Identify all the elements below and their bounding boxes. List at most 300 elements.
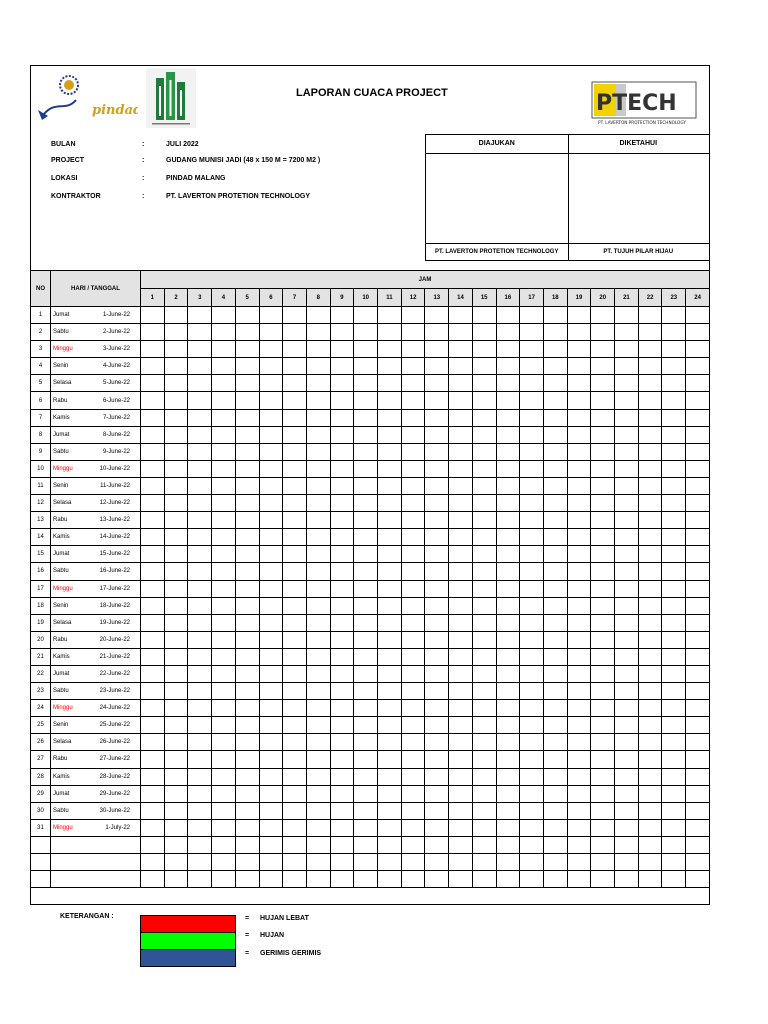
hour-cell[interactable] — [235, 802, 259, 819]
hour-cell[interactable] — [496, 546, 520, 563]
hour-cell[interactable] — [164, 751, 188, 768]
hour-cell[interactable] — [543, 614, 567, 631]
hour-cell[interactable] — [638, 426, 662, 443]
hour-cell[interactable] — [378, 460, 402, 477]
hour-cell[interactable] — [686, 871, 710, 888]
hour-cell[interactable] — [330, 409, 354, 426]
hour-cell[interactable] — [164, 443, 188, 460]
hour-cell[interactable] — [496, 324, 520, 341]
hour-cell[interactable] — [378, 665, 402, 682]
hour-cell[interactable] — [235, 734, 259, 751]
hour-cell[interactable] — [638, 477, 662, 494]
hour-cell[interactable] — [520, 819, 544, 836]
hour-cell[interactable] — [615, 648, 639, 665]
hour-cell[interactable] — [543, 495, 567, 512]
hour-cell[interactable] — [188, 460, 212, 477]
hour-cell[interactable] — [235, 597, 259, 614]
hour-cell[interactable] — [188, 409, 212, 426]
hour-cell[interactable] — [330, 802, 354, 819]
hour-cell[interactable] — [591, 768, 615, 785]
hour-cell[interactable] — [306, 768, 330, 785]
hour-cell[interactable] — [591, 597, 615, 614]
hour-cell[interactable] — [567, 324, 591, 341]
hour-cell[interactable] — [212, 871, 236, 888]
hour-cell[interactable] — [496, 819, 520, 836]
hour-cell[interactable] — [188, 443, 212, 460]
hour-cell[interactable] — [330, 631, 354, 648]
hour-cell[interactable] — [259, 512, 283, 529]
hour-cell[interactable] — [401, 495, 425, 512]
hour-cell[interactable] — [520, 683, 544, 700]
hour-cell[interactable] — [567, 375, 591, 392]
hour-cell[interactable] — [330, 597, 354, 614]
hour-cell[interactable] — [141, 512, 165, 529]
hour-cell[interactable] — [496, 700, 520, 717]
hour-cell[interactable] — [354, 597, 378, 614]
hour-cell[interactable] — [472, 819, 496, 836]
hour-cell[interactable] — [259, 854, 283, 871]
hour-cell[interactable] — [259, 409, 283, 426]
hour-cell[interactable] — [543, 409, 567, 426]
hour-cell[interactable] — [354, 854, 378, 871]
hour-cell[interactable] — [164, 358, 188, 375]
hour-cell[interactable] — [141, 683, 165, 700]
hour-cell[interactable] — [638, 717, 662, 734]
hour-cell[interactable] — [472, 734, 496, 751]
hour-cell[interactable] — [354, 751, 378, 768]
hour-cell[interactable] — [615, 546, 639, 563]
hour-cell[interactable] — [330, 614, 354, 631]
hour-cell[interactable] — [212, 409, 236, 426]
hour-cell[interactable] — [401, 358, 425, 375]
hour-cell[interactable] — [638, 597, 662, 614]
hour-cell[interactable] — [472, 477, 496, 494]
hour-cell[interactable] — [306, 717, 330, 734]
hour-cell[interactable] — [235, 871, 259, 888]
hour-cell[interactable] — [472, 665, 496, 682]
hour-cell[interactable] — [188, 836, 212, 853]
hour-cell[interactable] — [591, 341, 615, 358]
hour-cell[interactable] — [543, 802, 567, 819]
hour-cell[interactable] — [212, 375, 236, 392]
hour-cell[interactable] — [188, 648, 212, 665]
hour-cell[interactable] — [283, 307, 307, 324]
hour-cell[interactable] — [543, 563, 567, 580]
hour-cell[interactable] — [686, 802, 710, 819]
hour-cell[interactable] — [401, 392, 425, 409]
hour-cell[interactable] — [164, 375, 188, 392]
hour-cell[interactable] — [615, 443, 639, 460]
hour-cell[interactable] — [330, 819, 354, 836]
hour-cell[interactable] — [567, 443, 591, 460]
hour-cell[interactable] — [235, 717, 259, 734]
hour-cell[interactable] — [378, 477, 402, 494]
hour-cell[interactable] — [496, 665, 520, 682]
hour-cell[interactable] — [591, 665, 615, 682]
hour-cell[interactable] — [425, 597, 449, 614]
hour-cell[interactable] — [212, 785, 236, 802]
hour-cell[interactable] — [378, 341, 402, 358]
hour-cell[interactable] — [425, 614, 449, 631]
hour-cell[interactable] — [615, 477, 639, 494]
hour-cell[interactable] — [212, 392, 236, 409]
hour-cell[interactable] — [496, 768, 520, 785]
hour-cell[interactable] — [472, 785, 496, 802]
hour-cell[interactable] — [615, 871, 639, 888]
hour-cell[interactable] — [496, 597, 520, 614]
hour-cell[interactable] — [662, 768, 686, 785]
hour-cell[interactable] — [686, 392, 710, 409]
hour-cell[interactable] — [686, 665, 710, 682]
hour-cell[interactable] — [141, 341, 165, 358]
hour-cell[interactable] — [188, 580, 212, 597]
hour-cell[interactable] — [425, 854, 449, 871]
hour-cell[interactable] — [567, 614, 591, 631]
hour-cell[interactable] — [543, 785, 567, 802]
hour-cell[interactable] — [164, 477, 188, 494]
hour-cell[interactable] — [520, 700, 544, 717]
hour-cell[interactable] — [330, 717, 354, 734]
hour-cell[interactable] — [330, 546, 354, 563]
hour-cell[interactable] — [662, 307, 686, 324]
hour-cell[interactable] — [188, 477, 212, 494]
hour-cell[interactable] — [164, 426, 188, 443]
hour-cell[interactable] — [378, 375, 402, 392]
hour-cell[interactable] — [567, 836, 591, 853]
hour-cell[interactable] — [472, 341, 496, 358]
hour-cell[interactable] — [164, 631, 188, 648]
hour-cell[interactable] — [401, 700, 425, 717]
hour-cell[interactable] — [401, 734, 425, 751]
hour-cell[interactable] — [401, 751, 425, 768]
hour-cell[interactable] — [615, 563, 639, 580]
hour-cell[interactable] — [496, 631, 520, 648]
hour-cell[interactable] — [615, 307, 639, 324]
hour-cell[interactable] — [188, 785, 212, 802]
hour-cell[interactable] — [615, 580, 639, 597]
hour-cell[interactable] — [235, 785, 259, 802]
hour-cell[interactable] — [591, 700, 615, 717]
hour-cell[interactable] — [496, 460, 520, 477]
hour-cell[interactable] — [330, 700, 354, 717]
hour-cell[interactable] — [330, 460, 354, 477]
hour-cell[interactable] — [283, 495, 307, 512]
hour-cell[interactable] — [354, 631, 378, 648]
hour-cell[interactable] — [543, 324, 567, 341]
hour-cell[interactable] — [662, 477, 686, 494]
hour-cell[interactable] — [472, 836, 496, 853]
hour-cell[interactable] — [164, 563, 188, 580]
hour-cell[interactable] — [567, 717, 591, 734]
hour-cell[interactable] — [638, 495, 662, 512]
hour-cell[interactable] — [425, 341, 449, 358]
hour-cell[interactable] — [188, 854, 212, 871]
hour-cell[interactable] — [567, 495, 591, 512]
hour-cell[interactable] — [662, 717, 686, 734]
hour-cell[interactable] — [543, 460, 567, 477]
hour-cell[interactable] — [378, 836, 402, 853]
hour-cell[interactable] — [543, 631, 567, 648]
hour-cell[interactable] — [259, 341, 283, 358]
hour-cell[interactable] — [235, 495, 259, 512]
hour-cell[interactable] — [401, 324, 425, 341]
hour-cell[interactable] — [662, 546, 686, 563]
hour-cell[interactable] — [496, 426, 520, 443]
hour-cell[interactable] — [686, 477, 710, 494]
hour-cell[interactable] — [638, 700, 662, 717]
hour-cell[interactable] — [449, 307, 473, 324]
hour-cell[interactable] — [378, 443, 402, 460]
hour-cell[interactable] — [212, 631, 236, 648]
hour-cell[interactable] — [520, 546, 544, 563]
hour-cell[interactable] — [543, 529, 567, 546]
hour-cell[interactable] — [520, 307, 544, 324]
hour-cell[interactable] — [520, 768, 544, 785]
hour-cell[interactable] — [330, 563, 354, 580]
hour-cell[interactable] — [164, 717, 188, 734]
hour-cell[interactable] — [638, 648, 662, 665]
hour-cell[interactable] — [378, 717, 402, 734]
hour-cell[interactable] — [283, 665, 307, 682]
hour-cell[interactable] — [354, 717, 378, 734]
hour-cell[interactable] — [425, 871, 449, 888]
hour-cell[interactable] — [472, 648, 496, 665]
hour-cell[interactable] — [496, 375, 520, 392]
hour-cell[interactable] — [378, 700, 402, 717]
hour-cell[interactable] — [259, 307, 283, 324]
hour-cell[interactable] — [378, 324, 402, 341]
hour-cell[interactable] — [401, 563, 425, 580]
hour-cell[interactable] — [188, 358, 212, 375]
hour-cell[interactable] — [188, 375, 212, 392]
hour-cell[interactable] — [164, 324, 188, 341]
hour-cell[interactable] — [449, 324, 473, 341]
hour-cell[interactable] — [306, 529, 330, 546]
hour-cell[interactable] — [615, 717, 639, 734]
hour-cell[interactable] — [520, 358, 544, 375]
hour-cell[interactable] — [306, 580, 330, 597]
hour-cell[interactable] — [686, 614, 710, 631]
hour-cell[interactable] — [378, 631, 402, 648]
hour-cell[interactable] — [141, 836, 165, 853]
hour-cell[interactable] — [306, 854, 330, 871]
hour-cell[interactable] — [235, 358, 259, 375]
hour-cell[interactable] — [449, 734, 473, 751]
hour-cell[interactable] — [259, 460, 283, 477]
hour-cell[interactable] — [662, 802, 686, 819]
hour-cell[interactable] — [306, 358, 330, 375]
hour-cell[interactable] — [306, 495, 330, 512]
hour-cell[interactable] — [354, 375, 378, 392]
hour-cell[interactable] — [662, 495, 686, 512]
hour-cell[interactable] — [591, 854, 615, 871]
hour-cell[interactable] — [591, 614, 615, 631]
hour-cell[interactable] — [330, 495, 354, 512]
hour-cell[interactable] — [141, 700, 165, 717]
hour-cell[interactable] — [472, 529, 496, 546]
hour-cell[interactable] — [543, 734, 567, 751]
hour-cell[interactable] — [235, 443, 259, 460]
hour-cell[interactable] — [425, 426, 449, 443]
hour-cell[interactable] — [449, 443, 473, 460]
hour-cell[interactable] — [686, 768, 710, 785]
hour-cell[interactable] — [543, 580, 567, 597]
hour-cell[interactable] — [330, 854, 354, 871]
hour-cell[interactable] — [164, 734, 188, 751]
hour-cell[interactable] — [212, 358, 236, 375]
hour-cell[interactable] — [591, 683, 615, 700]
hour-cell[interactable] — [425, 324, 449, 341]
hour-cell[interactable] — [472, 512, 496, 529]
hour-cell[interactable] — [472, 631, 496, 648]
hour-cell[interactable] — [164, 409, 188, 426]
hour-cell[interactable] — [686, 307, 710, 324]
hour-cell[interactable] — [591, 546, 615, 563]
hour-cell[interactable] — [378, 751, 402, 768]
hour-cell[interactable] — [283, 426, 307, 443]
hour-cell[interactable] — [354, 563, 378, 580]
hour-cell[interactable] — [686, 426, 710, 443]
hour-cell[interactable] — [235, 614, 259, 631]
hour-cell[interactable] — [212, 614, 236, 631]
hour-cell[interactable] — [567, 854, 591, 871]
hour-cell[interactable] — [164, 341, 188, 358]
hour-cell[interactable] — [259, 665, 283, 682]
hour-cell[interactable] — [567, 477, 591, 494]
hour-cell[interactable] — [472, 717, 496, 734]
hour-cell[interactable] — [212, 717, 236, 734]
hour-cell[interactable] — [212, 477, 236, 494]
hour-cell[interactable] — [378, 358, 402, 375]
hour-cell[interactable] — [164, 512, 188, 529]
hour-cell[interactable] — [543, 546, 567, 563]
hour-cell[interactable] — [449, 563, 473, 580]
hour-cell[interactable] — [401, 580, 425, 597]
hour-cell[interactable] — [543, 836, 567, 853]
hour-cell[interactable] — [638, 358, 662, 375]
hour-cell[interactable] — [662, 392, 686, 409]
hour-cell[interactable] — [567, 307, 591, 324]
hour-cell[interactable] — [686, 563, 710, 580]
hour-cell[interactable] — [496, 802, 520, 819]
hour-cell[interactable] — [591, 563, 615, 580]
hour-cell[interactable] — [520, 563, 544, 580]
hour-cell[interactable] — [283, 683, 307, 700]
hour-cell[interactable] — [164, 546, 188, 563]
hour-cell[interactable] — [378, 597, 402, 614]
hour-cell[interactable] — [638, 563, 662, 580]
hour-cell[interactable] — [520, 631, 544, 648]
hour-cell[interactable] — [591, 717, 615, 734]
hour-cell[interactable] — [615, 375, 639, 392]
hour-cell[interactable] — [449, 819, 473, 836]
hour-cell[interactable] — [449, 683, 473, 700]
hour-cell[interactable] — [425, 631, 449, 648]
hour-cell[interactable] — [378, 409, 402, 426]
hour-cell[interactable] — [235, 477, 259, 494]
hour-cell[interactable] — [686, 460, 710, 477]
hour-cell[interactable] — [520, 443, 544, 460]
hour-cell[interactable] — [164, 871, 188, 888]
hour-cell[interactable] — [520, 802, 544, 819]
hour-cell[interactable] — [354, 307, 378, 324]
hour-cell[interactable] — [567, 563, 591, 580]
hour-cell[interactable] — [283, 614, 307, 631]
hour-cell[interactable] — [235, 631, 259, 648]
hour-cell[interactable] — [520, 460, 544, 477]
hour-cell[interactable] — [496, 854, 520, 871]
hour-cell[interactable] — [567, 409, 591, 426]
hour-cell[interactable] — [615, 597, 639, 614]
hour-cell[interactable] — [330, 836, 354, 853]
hour-cell[interactable] — [401, 426, 425, 443]
hour-cell[interactable] — [401, 768, 425, 785]
hour-cell[interactable] — [567, 341, 591, 358]
hour-cell[interactable] — [378, 648, 402, 665]
hour-cell[interactable] — [212, 683, 236, 700]
hour-cell[interactable] — [141, 665, 165, 682]
hour-cell[interactable] — [306, 546, 330, 563]
hour-cell[interactable] — [259, 768, 283, 785]
hour-cell[interactable] — [164, 700, 188, 717]
hour-cell[interactable] — [354, 819, 378, 836]
hour-cell[interactable] — [283, 392, 307, 409]
hour-cell[interactable] — [686, 375, 710, 392]
hour-cell[interactable] — [330, 665, 354, 682]
hour-cell[interactable] — [425, 751, 449, 768]
hour-cell[interactable] — [449, 341, 473, 358]
hour-cell[interactable] — [283, 512, 307, 529]
hour-cell[interactable] — [686, 648, 710, 665]
hour-cell[interactable] — [567, 529, 591, 546]
hour-cell[interactable] — [638, 631, 662, 648]
hour-cell[interactable] — [496, 785, 520, 802]
hour-cell[interactable] — [306, 392, 330, 409]
hour-cell[interactable] — [164, 802, 188, 819]
hour-cell[interactable] — [235, 683, 259, 700]
hour-cell[interactable] — [472, 324, 496, 341]
hour-cell[interactable] — [283, 529, 307, 546]
hour-cell[interactable] — [496, 648, 520, 665]
hour-cell[interactable] — [520, 409, 544, 426]
hour-cell[interactable] — [401, 648, 425, 665]
hour-cell[interactable] — [543, 426, 567, 443]
hour-cell[interactable] — [686, 631, 710, 648]
hour-cell[interactable] — [378, 546, 402, 563]
hour-cell[interactable] — [141, 563, 165, 580]
hour-cell[interactable] — [662, 324, 686, 341]
hour-cell[interactable] — [472, 392, 496, 409]
hour-cell[interactable] — [235, 460, 259, 477]
hour-cell[interactable] — [425, 529, 449, 546]
hour-cell[interactable] — [591, 409, 615, 426]
hour-cell[interactable] — [188, 631, 212, 648]
hour-cell[interactable] — [496, 717, 520, 734]
hour-cell[interactable] — [662, 375, 686, 392]
hour-cell[interactable] — [638, 665, 662, 682]
hour-cell[interactable] — [496, 529, 520, 546]
hour-cell[interactable] — [188, 768, 212, 785]
hour-cell[interactable] — [520, 512, 544, 529]
hour-cell[interactable] — [591, 512, 615, 529]
hour-cell[interactable] — [615, 512, 639, 529]
hour-cell[interactable] — [212, 495, 236, 512]
hour-cell[interactable] — [306, 819, 330, 836]
hour-cell[interactable] — [188, 700, 212, 717]
hour-cell[interactable] — [235, 580, 259, 597]
hour-cell[interactable] — [472, 580, 496, 597]
hour-cell[interactable] — [259, 358, 283, 375]
